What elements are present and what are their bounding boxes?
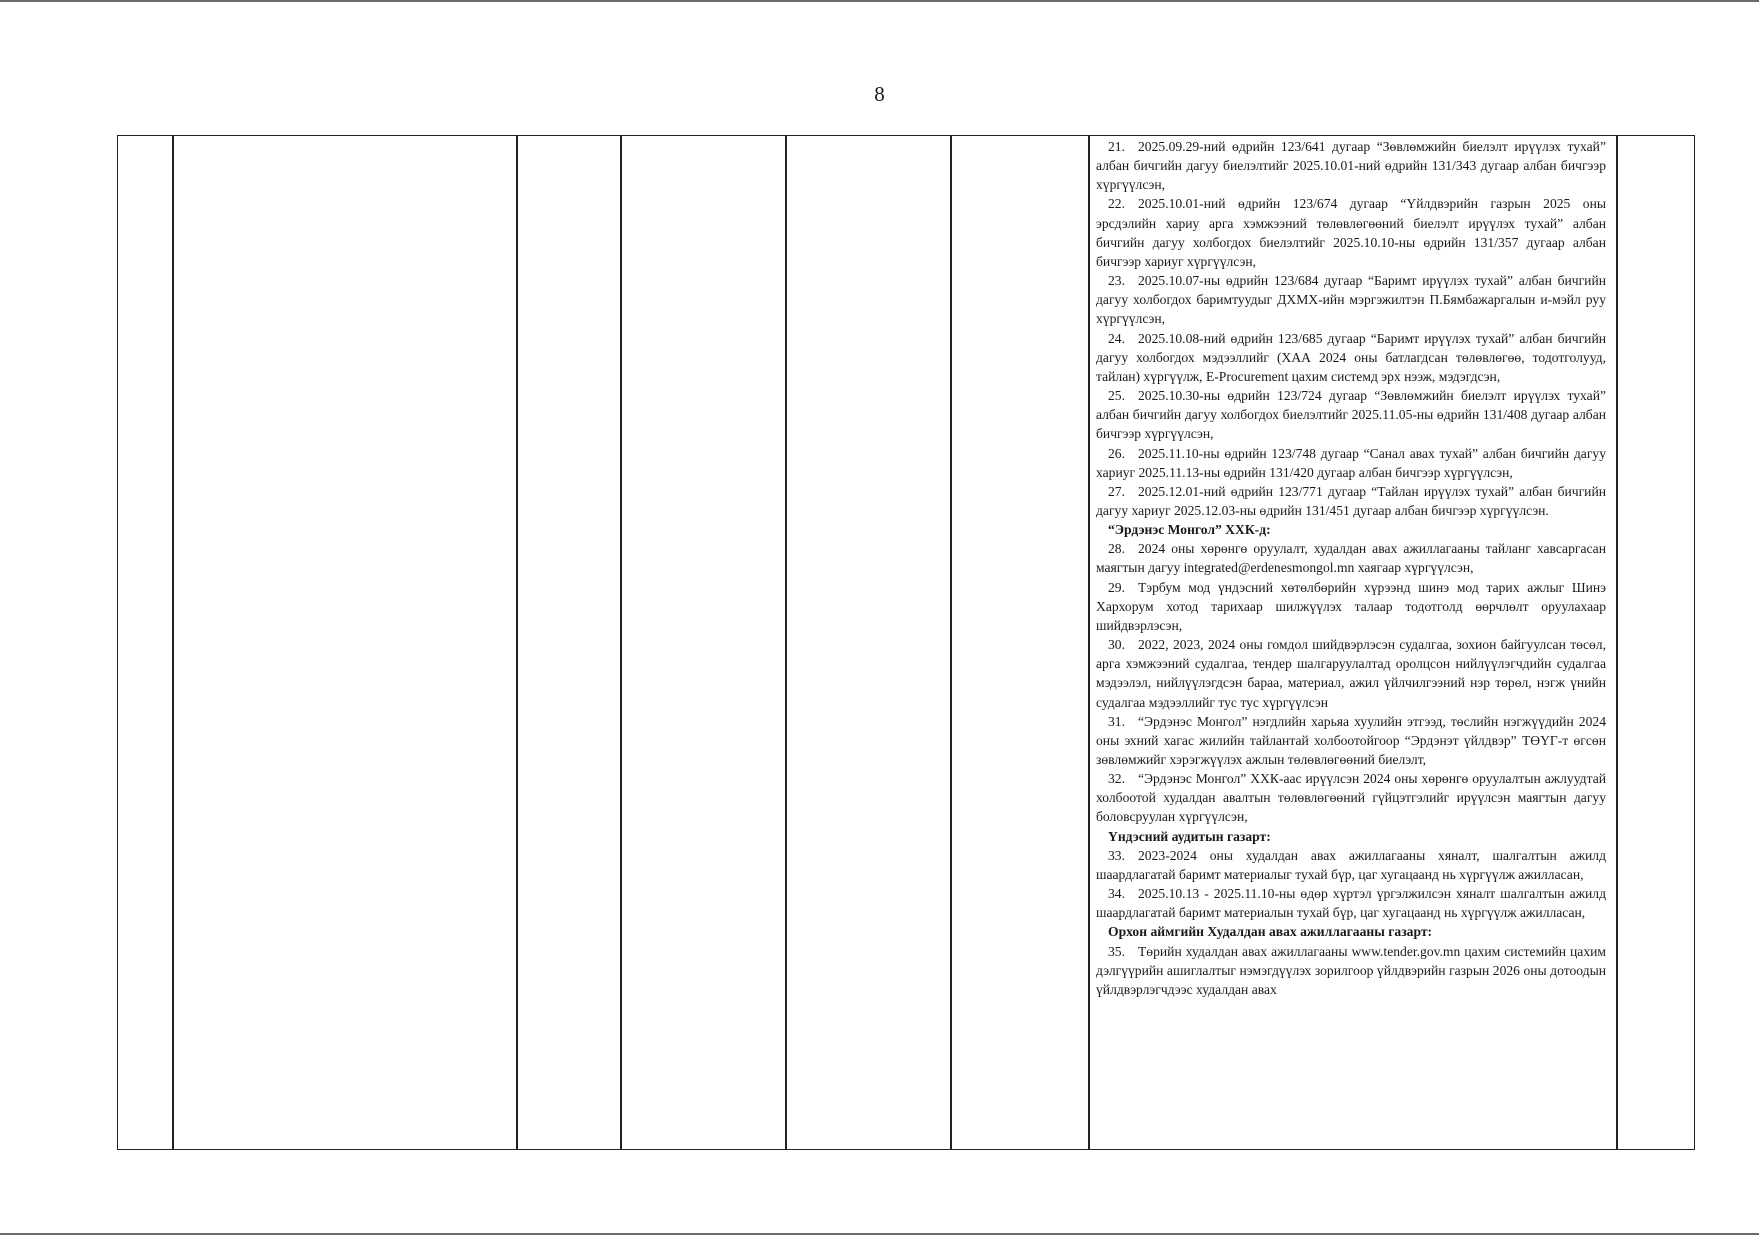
item-text: 2022, 2023, 2024 оны гомдол шийдвэрлэсэн судалгаа, зохион байгуулсан төсөл, арга хэмжээний судалгаа, тендер шалгаруулалтад оролцсон нийлүүлэгчдийн судалгаа мэдээлэл, нийлүүлэгдсэн бараа, материал, ажил үйлчилгээний нэр төрөл, нэгж үнийн судалгаа мэдээллийг тус тус хүргүүлсэн (1096, 637, 1606, 710)
heading-text: Үндэсний аудитын газарт: (1108, 828, 1271, 844)
item-number: 22. (1108, 196, 1125, 212)
paragraph-item (1096, 137, 1606, 194)
item-text: Төрийн худалдан авах ажиллагааны www.tender.gov.mn цахим системийн цахим дэлгүүрийн ашиглалтыг нэмэгдүүлэх зорилгоор үйлдвэрийн газрын 2026 оны дотоодын үйлдвэрлэгчдээс худалдан авах (1096, 943, 1606, 997)
item-number: 34. (1108, 886, 1125, 902)
item-text: Тэрбум мод үндэсний хөтөлбөрийн хүрээнд шинэ мод тарих ажлыг Шинэ Хархорум хотод тарихаар шилжүүлэх талаар тодотголд өөрчлөлт оруулахаар шийдвэрлэсэн, (1096, 579, 1606, 633)
heading-text: “Эрдэнэс Монгол” ХХК-д: (1108, 522, 1271, 538)
paragraph-item (1096, 329, 1606, 386)
section-heading (1096, 520, 1606, 539)
item-text: 2024 оны хөрөнгө оруулалт, худалдан авах ажиллагааны тайланг хавсаргасан маягтын дагуу integrated@erdenesmongol.mn хаягаар хүргүүлсэн, (1096, 541, 1606, 576)
paragraph-item (1096, 539, 1606, 577)
item-text: 2025.10.13 - 2025.11.10-ны өдөр хүртэл үргэлжилсэн хяналт шалгалтын ажилд шаардлагатай баримт материалын тухай бүр, цаг хугацаанд нь хүргүүлж ажилласан, (1096, 886, 1606, 921)
item-number: 30. (1108, 637, 1125, 653)
item-number: 31. (1108, 713, 1125, 729)
paragraph-item (1096, 635, 1606, 712)
table-column-divider (516, 135, 518, 1150)
section-heading (1096, 827, 1606, 846)
paragraph-item (1096, 271, 1606, 328)
table-column-divider (172, 135, 174, 1150)
item-number: 27. (1108, 483, 1125, 499)
paragraph-item (1096, 884, 1606, 922)
item-text: 2023-2024 оны худалдан авах ажиллагааны хяналт, шалгалтын ажилд шаардлагатай баримт материалыг тухай бүр, цаг хугацаанд нь хүргүүлж ажилласан, (1096, 847, 1606, 882)
page-number: 8 (874, 82, 885, 106)
item-text: 2025.10.07-ны өдрийн 123/684 дугаар “Баримт ирүүлэх тухай” албан бичгийн дагуу холбогдох баримтуудыг ДХМХ-ийн мэргэжилтэн П.Бямбажаргалын и-мэйл руу хүргүүлсэн, (1096, 273, 1606, 327)
paragraph-item (1096, 846, 1606, 884)
table-column-divider (620, 135, 622, 1150)
item-number: 21. (1108, 139, 1125, 154)
item-text: 2025.10.01-ний өдрийн 123/674 дугаар “Үйлдвэрийн газрын 2025 оны эрсдэлийн хариу арга хэмжээний төлөвлөгөөний биелэлт ирүүлэх тухай” албан бичгийн дагуу холбогдох биелэлтийг 2025.10.10-ны өдрийн 131/357 дугаар албан бичгээр хариуг хүргүүлсэн, (1096, 196, 1606, 269)
item-text: 2025.09.29-ний өдрийн 123/641 дугаар “Зөвлөмжийн биелэлт ирүүлэх тухай” албан бичгийн дагуу биелэлтийг 2025.10.01-ний өдрийн 131/343 дугаар албан бичгээр хүргүүлсэн, (1096, 139, 1606, 193)
paragraph-item (1096, 194, 1606, 271)
heading-text: Орхон аймгийн Худалдан авах ажиллагааны газарт: (1108, 924, 1433, 940)
item-number: 29. (1108, 579, 1125, 595)
item-number: 25. (1108, 388, 1125, 404)
item-number: 32. (1108, 771, 1125, 787)
table-column-divider (950, 135, 952, 1150)
paragraph-item (1096, 942, 1606, 999)
item-number: 28. (1108, 541, 1125, 557)
item-number: 23. (1108, 273, 1125, 289)
section-heading (1096, 922, 1606, 941)
item-text: 2025.10.08-ний өдрийн 123/685 дугаар “Баримт ирүүлэх тухай” албан бичгийн дагуу холбогдох мэдээллийг (ХАА 2024 оны батлагдсан төлөвлөгөө, тодотголууд, тайлан) хүргүүлж, E-Procurement цахим системд эрх нээж, мэдэгдсэн, (1096, 330, 1606, 384)
item-text: 2025.11.10-ны өдрийн 123/748 дугаар “Санал авах тухай” албан бичгийн дагуу хариуг 2025.11.13-ны өдрийн 131/420 дугаар албан бичгээр хүргүүлсэн, (1096, 445, 1606, 480)
table-column-divider (785, 135, 787, 1150)
item-text: 2025.10.30-ны өдрийн 123/724 дугаар “Зөвлөмжийн биелэлт ирүүлэх тухай” албан бичгийн дагуу холбогдох биелэлтийг 2025.11.05-ны өдрийн 131/408 дугаар албан бичгээр хүргүүлсэн, (1096, 388, 1606, 442)
paragraph-item (1096, 386, 1606, 443)
paragraph-item (1096, 769, 1606, 826)
table-cell-activities (1096, 137, 1606, 1148)
item-number: 35. (1108, 943, 1125, 959)
paragraph-item (1096, 444, 1606, 482)
table-column-divider (1088, 135, 1090, 1150)
paragraph-item (1096, 578, 1606, 635)
item-text: “Эрдэнэс Монгол” ХХК-аас ирүүлсэн 2024 оны хөрөнгө оруулалтын ажлуудтай холбоотой худалдан авалтын төлөвлөгөөний гүйцэтгэлийг ирүүлсэн маягтын дагуу боловсруулан хүргүүлсэн, (1096, 771, 1606, 825)
paragraph-item (1096, 712, 1606, 769)
item-text: “Эрдэнэс Монгол” нэгдлийн харьяа хуулийн этгээд, төслийн нэгжүүдийн 2024 оны эхний хагас жилийн тайлантай холбоотойгоор “Эрдэнэт үйлдвэр” ТӨҮГ-т өгсөн зөвлөмжийг хэрэгжүүлэх ажлын төлөвлөгөөний биелэлт, (1096, 713, 1606, 767)
scan-bottom-edge (0, 1233, 1759, 1235)
item-number: 33. (1108, 847, 1125, 863)
scan-top-edge (0, 0, 1759, 2)
table-column-divider (1616, 135, 1618, 1150)
item-number: 26. (1108, 445, 1125, 461)
item-text: 2025.12.01-ний өдрийн 123/771 дугаар “Тайлан ирүүлэх тухай” албан бичгийн дагуу хариуг 2025.12.03-ны өдрийн 131/451 дугаар албан бичгээр хүргүүлсэн. (1096, 483, 1606, 518)
paragraph-item (1096, 482, 1606, 520)
item-number: 24. (1108, 330, 1125, 346)
